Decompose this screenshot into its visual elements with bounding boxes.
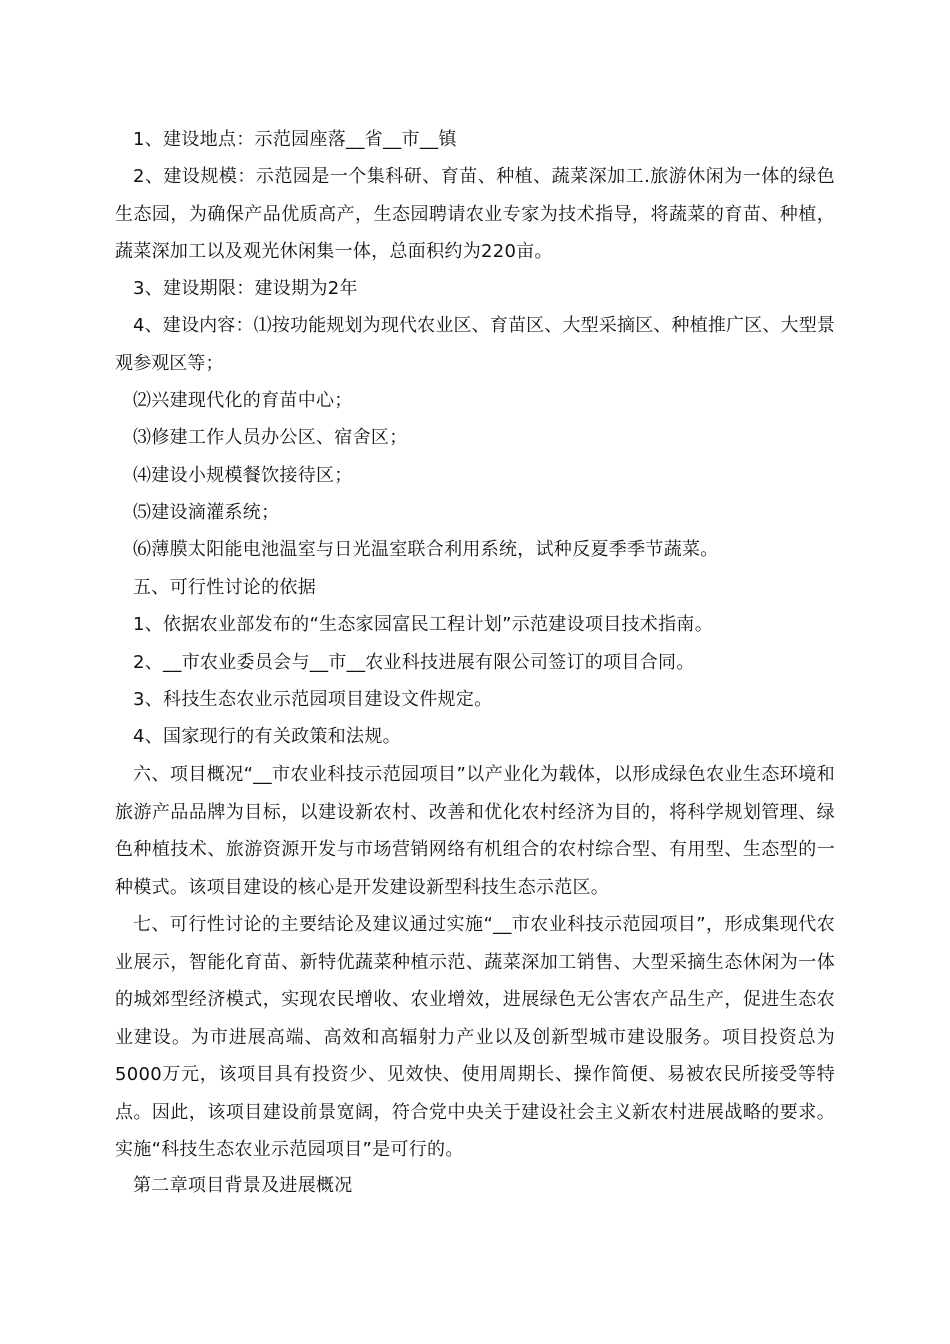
chapter-heading: 第二章项目背景及进展概况 [133, 1175, 353, 1196]
basis-item-2: 2、__市农业委员会与__市__农业科技进展有限公司签订的项目合同。 [133, 652, 695, 673]
list-item-catering: ⑷建设小规模餐饮接待区； [133, 465, 353, 486]
paragraph-period: 3、建设期限：建设期为2年 [133, 278, 358, 299]
basis-item-4: 4、国家现行的有关政策和法规。 [133, 726, 401, 747]
paragraph-project-overview: 六、项目概况“__市农业科技示范园项目”以产业化为载体，以形成绿色农业生态环境和旅游产品品牌为目标，以建设新农村、改善和优化农村经济为目的，将科学规划管理、绿色种植技术、旅游资源开发与市场营销网络有机组合的农村综合型、有用型、生态型的一种模式。该项目建设的核心是开发建设新型科技生态示范区。 [115, 764, 835, 898]
list-item-nursery-center: ⑵兴建现代化的育苗中心； [133, 390, 353, 411]
paragraph-location: 1、建设地点：示范园座落__省__市__镇 [133, 129, 457, 150]
paragraph-content: 4、建设内容：⑴按功能规划为现代农业区、育苗区、大型采摘区、种植推广区、大型景观参观区等； [115, 315, 835, 374]
list-item-office-dormitory: ⑶修建工作人员办公区、宿舍区； [133, 427, 408, 448]
list-item-drip-irrigation: ⑸建设滴灌系统； [133, 502, 280, 523]
list-item-solar-greenhouse: ⑹薄膜太阳能电池温室与日光温室联合利用系统，试种反夏季季节蔬菜。 [133, 539, 719, 560]
paragraph-conclusions: 七、可行性讨论的主要结论及建议通过实施“__市农业科技示范园项目”，形成集现代农业展示，智能化育苗、新特优蔬菜种植示范、蔬菜深加工销售、大型采摘生态休闲为一体的城郊型经济模式，实现农民增收、农业增效，进展绿色无公害农产品生产，促进生态农业建设。为市进展高端、高效和高辐射力产业以及创新型城市建设服务。项目投资总为5000万元，该项目具有投资少、见效快、使用周期长、操作简便、易被农民所接受等特点。因此，该项目建设前景宽阔，符合党中央关于建设社会主义新农村进展战略的要求。实施“科技生态农业示范园项目”是可行的。 [115, 914, 835, 1160]
basis-item-3: 3、科技生态农业示范园项目建设文件规定。 [133, 689, 493, 710]
paragraph-scale: 2、建设规模：示范园是一个集科研、育苗、种植、蔬菜深加工.旅游休闲为一体的绿色生态园，为确保产品优质高产，生态园聘请农业专家为技术指导，将蔬菜的育苗、种植，蔬菜深加工以及观光休闲集一体，总面积约为220亩。 [115, 166, 835, 262]
section-heading-feasibility-basis: 五、可行性讨论的依据 [133, 577, 316, 598]
basis-item-1: 1、依据农业部发布的“生态家园富民工程计划”示范建设项目技术指南。 [133, 614, 713, 635]
